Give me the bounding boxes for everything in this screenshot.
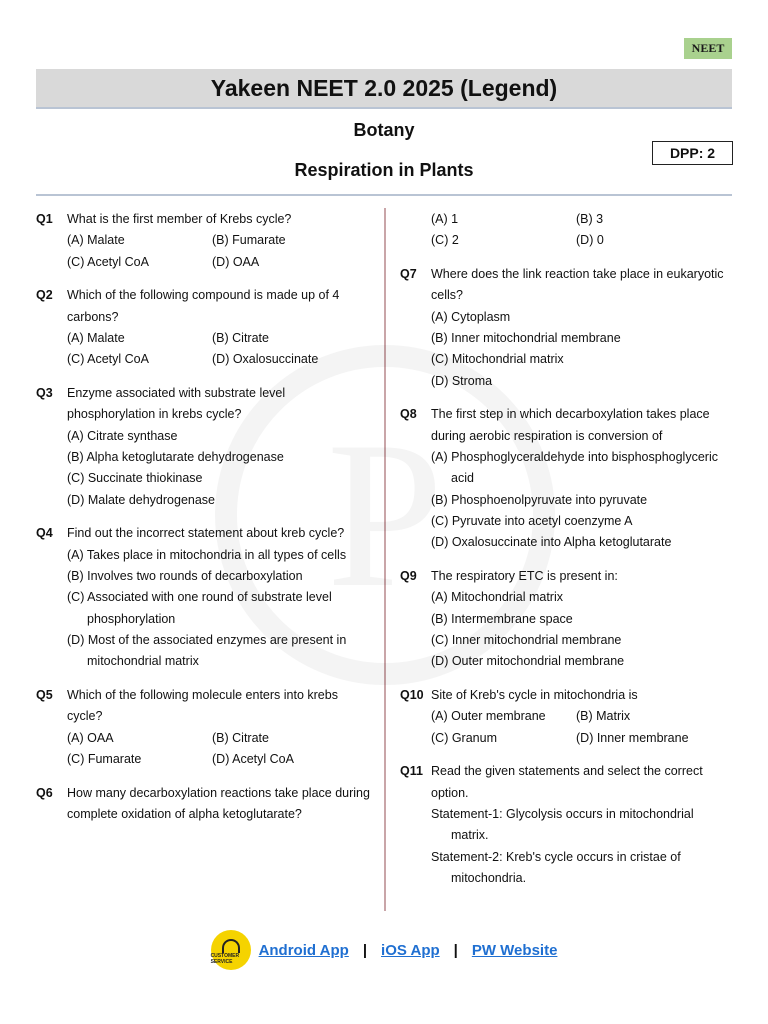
question-body bbox=[431, 209, 730, 252]
option: (B) Phosphoenolpyruvate into pyruvate bbox=[431, 492, 648, 507]
option: (A) Citrate synthase bbox=[67, 428, 178, 443]
question-body bbox=[67, 285, 376, 370]
android-app-link[interactable]: Android App bbox=[258, 941, 349, 959]
question-body bbox=[431, 761, 730, 889]
option: (A) OAA bbox=[67, 730, 114, 745]
option: Statement-1: Glycolysis occurs in mitochondrial matrix. bbox=[431, 806, 694, 843]
page-title: Yakeen NEET 2.0 2025 (Legend) bbox=[210, 74, 558, 101]
option: (A) 1 bbox=[431, 212, 459, 226]
option: (B) 3 bbox=[576, 212, 604, 226]
option: (C) Inner mitochondrial membrane bbox=[431, 632, 622, 647]
question bbox=[36, 685, 376, 770]
question-body bbox=[431, 685, 730, 749]
subject-heading: Botany bbox=[353, 120, 415, 140]
question bbox=[400, 761, 730, 889]
question-number: Q8 bbox=[400, 407, 417, 422]
option: (B) Matrix bbox=[576, 709, 631, 724]
question-text: The first step in which decarboxylation takes place during aerobic respiration is conversion of bbox=[431, 407, 710, 443]
option-row bbox=[67, 328, 376, 349]
option-row bbox=[67, 749, 376, 770]
option-row bbox=[67, 349, 376, 370]
question-number: Q4 bbox=[36, 526, 53, 541]
question-body bbox=[67, 783, 376, 826]
left-column bbox=[36, 209, 376, 838]
option: (C) Succinate thiokinase bbox=[67, 471, 203, 486]
option: (A) Mitochondrial matrix bbox=[431, 590, 563, 605]
option: (C) Granum bbox=[431, 730, 497, 745]
option: (B) Intermembrane space bbox=[431, 611, 573, 626]
question-body bbox=[67, 685, 376, 770]
question-number: Q3 bbox=[36, 386, 53, 401]
option: (C) Mitochondrial matrix bbox=[431, 352, 564, 367]
option-row bbox=[67, 230, 376, 251]
option: (D) OAA bbox=[212, 254, 260, 269]
question-text: Enzyme associated with substrate level phosphorylation in krebs cycle? bbox=[67, 386, 286, 422]
question-body bbox=[67, 383, 376, 511]
question-body bbox=[67, 523, 376, 672]
question bbox=[400, 404, 730, 553]
question bbox=[400, 566, 730, 672]
question-text: Where does the link reaction take place in eukaryotic cells? bbox=[431, 267, 724, 303]
option: (A) Cytoplasm bbox=[431, 309, 511, 324]
question bbox=[36, 285, 376, 370]
question-continued bbox=[400, 209, 730, 252]
option: (D) Acetyl CoA bbox=[212, 751, 294, 766]
option: (A) Malate bbox=[67, 330, 125, 345]
question bbox=[36, 783, 376, 826]
option: (B) Alpha ketoglutarate dehydrogenase bbox=[67, 449, 284, 464]
option: (B) Citrate bbox=[212, 730, 269, 745]
question bbox=[36, 383, 376, 511]
option: (C) Acetyl CoA bbox=[67, 352, 149, 367]
option: (A) Takes place in mitochondria in all types of cells bbox=[67, 547, 347, 562]
question-number: Q11 bbox=[400, 764, 423, 779]
question-number: Q2 bbox=[36, 288, 53, 303]
right-column bbox=[400, 209, 730, 902]
option: (B) Citrate bbox=[212, 330, 269, 345]
option-row bbox=[431, 209, 730, 230]
option: (A) Malate bbox=[67, 233, 125, 248]
option: (D) Oxalosuccinate bbox=[212, 352, 319, 367]
option-row bbox=[431, 230, 730, 251]
option: (B) Fumarate bbox=[212, 233, 286, 248]
option: (D) Inner membrane bbox=[576, 730, 689, 745]
question-number: Q1 bbox=[36, 212, 53, 226]
spacer bbox=[400, 209, 431, 252]
footer-separator: | bbox=[453, 941, 458, 959]
question-text: How many decarboxylation reactions take place during complete oxidation of alpha ketoglutarate? bbox=[67, 785, 370, 821]
chapter-heading: Respiration in Plants bbox=[294, 160, 474, 180]
option: (A) Phosphoglyceraldehyde into bisphosphoglyceric acid bbox=[431, 449, 718, 486]
footer-separator: | bbox=[362, 941, 368, 959]
option: (D) Malate dehydrogenase bbox=[67, 492, 215, 507]
question bbox=[400, 264, 730, 392]
question bbox=[36, 209, 376, 273]
question-text: Which of the following molecule enters into krebs cycle? bbox=[67, 687, 338, 724]
question-body bbox=[431, 404, 730, 553]
ios-app-link[interactable]: iOS App bbox=[381, 941, 440, 959]
question-number: Q7 bbox=[400, 267, 417, 282]
footer bbox=[0, 930, 768, 970]
option-row bbox=[431, 728, 730, 749]
option: (C) Acetyl CoA bbox=[67, 254, 149, 269]
question bbox=[36, 523, 376, 672]
option: (D) Stroma bbox=[431, 373, 493, 388]
question-number: Q10 bbox=[400, 687, 424, 702]
dpp-label: DPP: 2 bbox=[652, 141, 733, 165]
question-text: What is the first member of Krebs cycle? bbox=[67, 212, 292, 226]
question bbox=[400, 685, 730, 749]
question-text: Which of the following compound is made up of 4 carbons? bbox=[67, 288, 340, 324]
option: (C) Pyruvate into acetyl coenzyme A bbox=[431, 513, 633, 528]
question-body bbox=[431, 264, 730, 392]
customer-service-logo-icon: CUSTOMER SERVICE bbox=[211, 930, 251, 970]
question-text: Site of Kreb's cycle in mitochondria is bbox=[431, 687, 638, 702]
option: (D) 0 bbox=[576, 233, 604, 248]
question-text: Read the given statements and select the correct option. bbox=[431, 764, 703, 800]
option: (B) Involves two rounds of decarboxylation bbox=[67, 568, 303, 583]
option: Statement-2: Kreb's cycle occurs in cristae of mitochondria. bbox=[431, 849, 681, 885]
pw-website-link[interactable]: PW Website bbox=[471, 941, 558, 959]
question-number: Q9 bbox=[400, 568, 417, 583]
option: (D) Most of the associated enzymes are present in mitochondrial matrix bbox=[67, 632, 347, 669]
option: (D) Oxalosuccinate into Alpha ketoglutarate bbox=[431, 535, 672, 550]
question-text: The respiratory ETC is present in: bbox=[431, 568, 618, 583]
option: (C) Associated with one round of substrate level phosphorylation bbox=[67, 590, 332, 626]
question-text: Find out the incorrect statement about kreb cycle? bbox=[67, 526, 345, 541]
neet-badge: NEET bbox=[684, 38, 732, 59]
option-row bbox=[67, 252, 376, 273]
option: (C) Fumarate bbox=[67, 751, 142, 766]
option: (A) Outer membrane bbox=[431, 709, 546, 724]
question-body bbox=[67, 209, 376, 273]
option: (B) Inner mitochondrial membrane bbox=[431, 330, 621, 345]
question-number: Q5 bbox=[36, 687, 53, 702]
option-row bbox=[67, 728, 376, 749]
option-row bbox=[431, 706, 730, 727]
option: (C) 2 bbox=[431, 233, 459, 248]
header-divider bbox=[36, 194, 732, 196]
question-body bbox=[431, 566, 730, 672]
page-title-banner bbox=[36, 69, 732, 109]
question-number: Q6 bbox=[36, 785, 53, 800]
option: (D) Outer mitochondrial membrane bbox=[431, 654, 625, 669]
